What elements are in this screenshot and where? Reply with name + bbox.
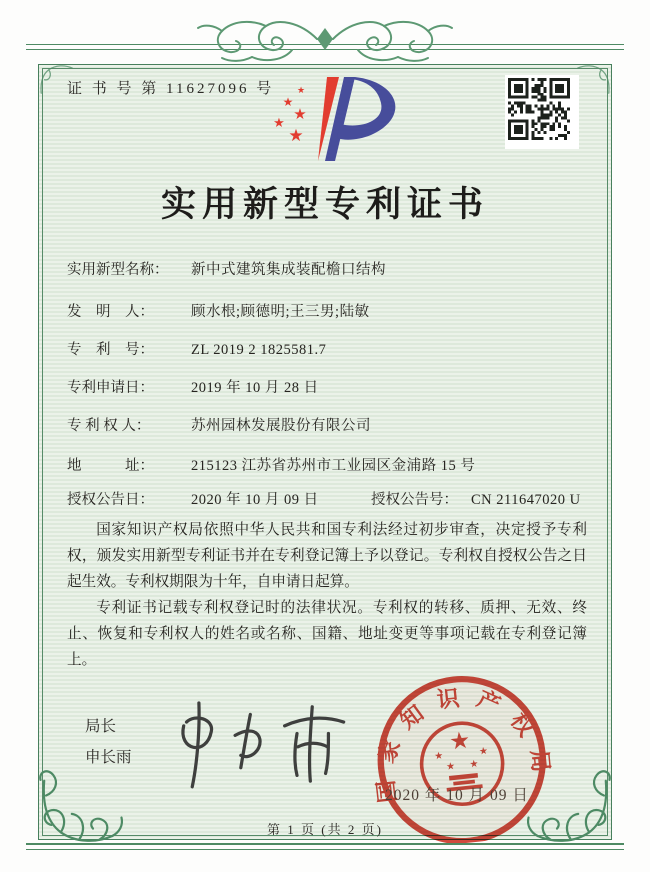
page-number: 第 1 页 (共 2 页) <box>267 822 383 837</box>
cnipa-logo-icon <box>241 69 427 175</box>
certificate-title: 实用新型专利证书 <box>160 185 489 224</box>
grant-no-label: 授权公告号： <box>371 492 458 508</box>
qr-code <box>505 75 579 149</box>
svg-text:★: ★ <box>468 758 479 771</box>
field-value: ZL 2019 2 1825581.7 <box>191 342 327 358</box>
svg-text:★: ★ <box>296 85 306 95</box>
legal-paragraph: 专利证书记载专利权登记时的法律状况。专利权的转移、质押、无效、终止、恢复和专利权人的姓名或名称、国籍、地址变更等事项记载在专利登记簿上。 <box>67 600 587 668</box>
signature-icon <box>157 693 357 793</box>
field-value: 215123 江苏省苏州市工业园区金浦路 15 号 <box>191 458 476 474</box>
field-label: 地 址： <box>67 458 154 474</box>
seal-ring-text: 国家知识产权局 <box>371 684 555 805</box>
field-value: 顾水根;顾德明;王三男;陆敏 <box>191 304 370 320</box>
field-label: 发 明 人： <box>67 304 154 320</box>
grant-date-label: 授权公告日： <box>67 492 154 508</box>
bottom-double-rule <box>26 843 624 850</box>
signer-title: 局长 <box>85 718 117 735</box>
field-label: 专 利 号： <box>67 342 154 358</box>
field-label: 实用新型名称： <box>67 262 169 278</box>
field-label: 专利申请日： <box>67 380 154 396</box>
field-value: 新中式建筑集成装配檐口结构 <box>191 262 386 278</box>
svg-text:★: ★ <box>282 95 294 109</box>
svg-text:★: ★ <box>448 727 472 756</box>
field-value: 苏州园林发展股份有限公司 <box>191 418 371 434</box>
legal-paragraph: 国家知识产权局依照中华人民共和国专利法经过初步审查，决定授予专利权，颁发实用新型专利证书并在专利登记簿上予以登记。专利权自授权公告之日起生效。专利权期限为十年，自申请日起算。 <box>67 522 587 590</box>
certificate-panel <box>38 64 612 840</box>
svg-text:★: ★ <box>273 115 285 130</box>
svg-text:★: ★ <box>433 750 444 763</box>
grant-date-value: 2020 年 10 月 09 日 <box>191 492 319 508</box>
field-value: 2019 年 10 月 28 日 <box>191 380 319 396</box>
svg-text:★: ★ <box>478 745 489 758</box>
signer-name: 申长雨 <box>85 749 132 766</box>
legal-text <box>67 517 587 673</box>
field-label: 专 利 权 人： <box>67 418 151 434</box>
svg-text:★: ★ <box>293 107 307 123</box>
svg-text:★: ★ <box>288 126 304 145</box>
seal-date: 2020 年 10 月 09 日 <box>385 787 529 804</box>
svg-text:★: ★ <box>445 761 456 773</box>
certificate-number: 证 书 号 第 11627096 号 <box>67 81 275 97</box>
grant-no-value: CN 211647020 U <box>471 492 581 508</box>
dragon-ornament-icon <box>170 12 480 68</box>
signer-block <box>85 711 132 773</box>
